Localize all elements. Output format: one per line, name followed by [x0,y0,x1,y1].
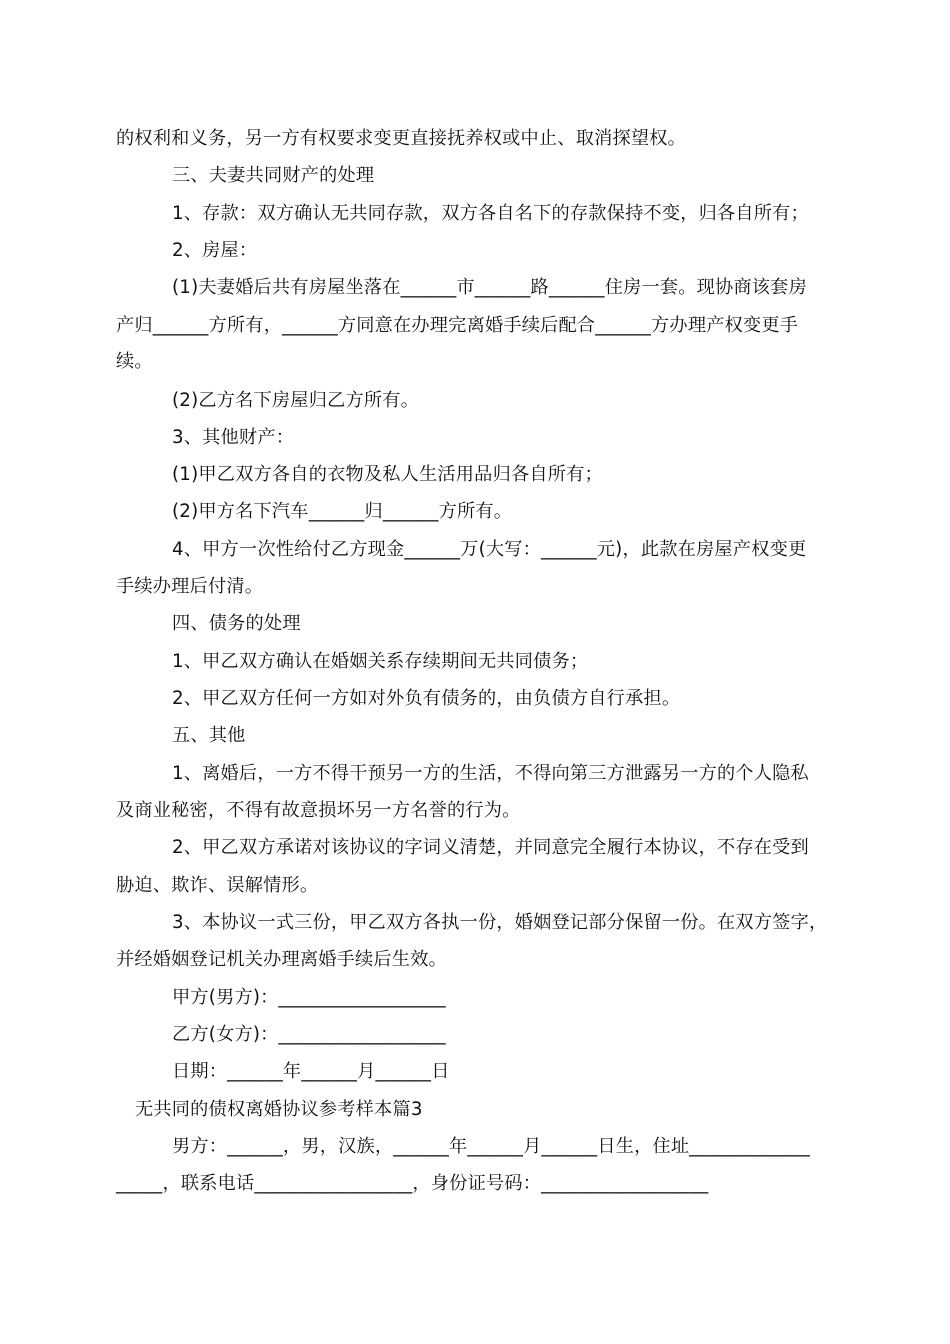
section-heading: 三、夫妻共同财产的处理 [172,165,375,186]
paragraph-line: (1)甲乙双方各自的衣物及私人生活用品归各自所有； [172,464,603,485]
paragraph-line: 2、甲乙双方承诺对该协议的字词义清楚，并同意完全履行本协议，不存在受到 [172,837,809,858]
paragraph-line: 1、甲乙双方确认在婚姻关系存续期间无共同债务； [172,651,589,672]
paragraph-line: (2)乙方名下房屋归乙方所有。 [172,390,420,411]
date-line: 日期：______年______月______日 [172,1061,450,1082]
paragraph-line: 1、离婚后，一方不得干预另一方的生活，不得向第三方泄露另一方的个人隐私 [172,763,809,784]
section-heading: 五、其他 [172,725,246,746]
sample-title: 无共同的债权离婚协议参考样本篇3 [135,1099,423,1120]
paragraph-line: 产归______方所有，______方同意在办理完离婚手续后配合______方办理产权变更手 [116,315,799,336]
paragraph-line: 并经婚姻登记机关办理离婚手续后生效。 [116,949,447,970]
paragraph-line: 胁迫、欺诈、误解情形。 [116,875,319,896]
paragraph-line: 2、甲乙双方任何一方如对外负有债务的，由负债方自行承担。 [172,688,681,709]
paragraph-line: 手续办理后付清。 [116,576,264,597]
paragraph-line: (1)夫妻婚后共有房屋坐落在______市______路______住房一套。现协商该套房 [172,277,807,298]
paragraph-line: 4、甲方一次性给付乙方现金______万(大写：______元)，此款在房屋产权变更 [172,539,807,560]
paragraph-line: 3、其他财产： [172,427,295,448]
section-heading: 四、债务的处理 [172,613,301,634]
signature-line-party-b: 乙方(女方)：__________________ [172,1024,446,1045]
paragraph-line: _____，联系电话_________________，身份证号码：__________________ [116,1173,709,1194]
paragraph-line: 男方：______，男，汉族，______年______月______日生，住址_____________ [172,1136,811,1157]
signature-line-party-a: 甲方(男方)：__________________ [172,987,446,1008]
paragraph-line: 1、存款：双方确认无共同存款，双方各自名下的存款保持不变，归各自所有； [172,203,809,224]
paragraph-line: 的权利和义务，另一方有权要求变更直接抚养权或中止、取消探望权。 [116,128,687,149]
paragraph-line: 3、本协议一式三份，甲乙双方各执一份，婚姻登记部分保留一份。在双方签字， [172,912,828,933]
paragraph-line: 2、房屋： [172,240,258,261]
paragraph-line: 及商业秘密，不得有故意损坏另一方名誉的行为。 [116,800,521,821]
paragraph-line: 续。 [116,351,153,372]
paragraph-line: (2)甲方名下汽车______归______方所有。 [172,501,513,522]
